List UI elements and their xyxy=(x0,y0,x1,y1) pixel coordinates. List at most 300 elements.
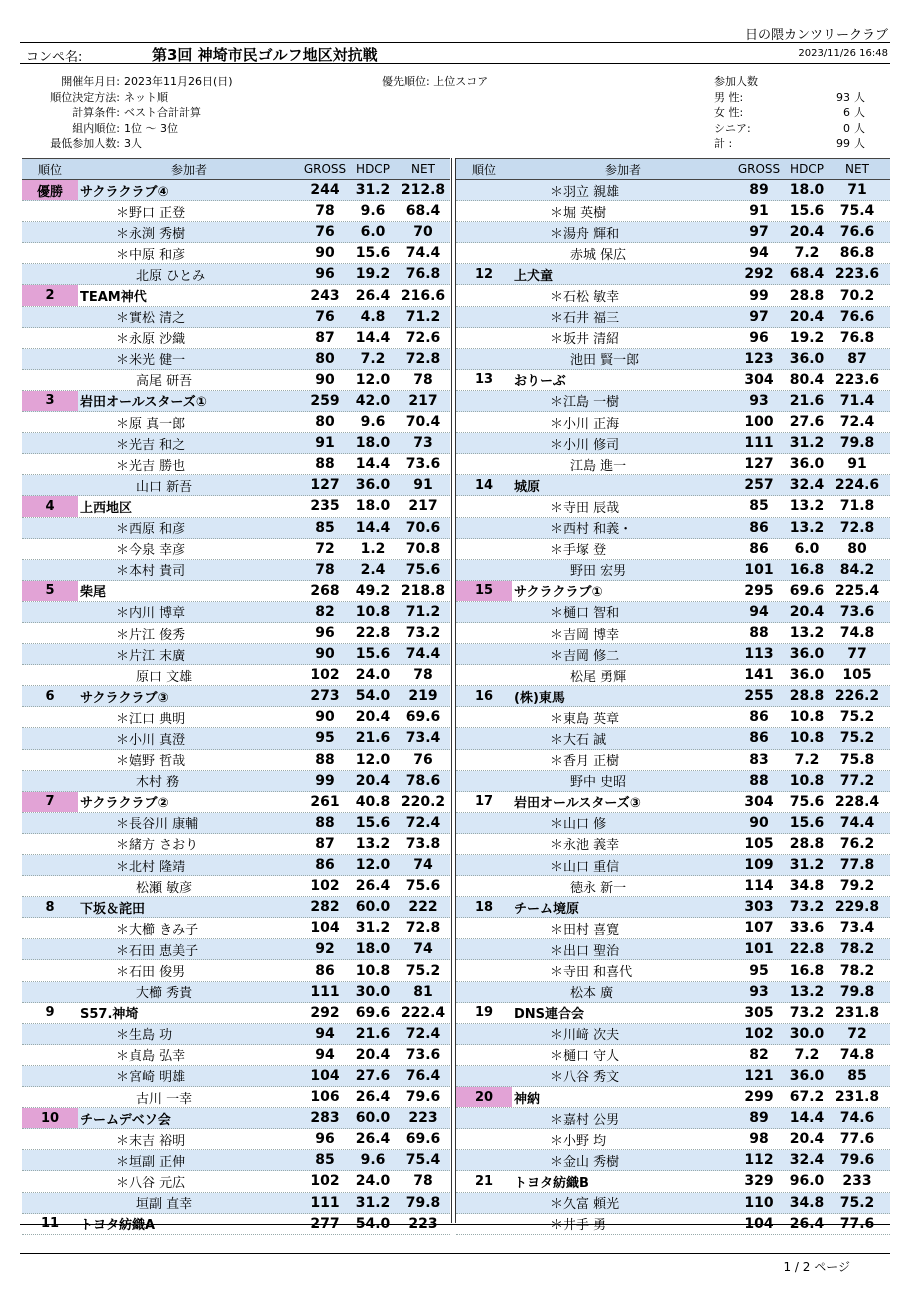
net-cell: 220.2 xyxy=(400,793,446,810)
player-name: ＊樋口 智和 xyxy=(550,606,620,622)
net-cell: 70.2 xyxy=(839,287,875,304)
team-name: S57.神埼 xyxy=(80,1007,139,1023)
player-name: ＊貞島 弘幸 xyxy=(116,1049,186,1065)
net-cell: 73.6 xyxy=(405,1046,441,1063)
gross-cell: 91 xyxy=(315,435,335,452)
net-cell: 233 xyxy=(842,1173,872,1190)
net-cell: 71.4 xyxy=(839,392,875,409)
hdcp-cell: 13.2 xyxy=(789,498,825,515)
gross-cell: 261 xyxy=(310,793,340,810)
player-row xyxy=(22,1193,450,1214)
player-row xyxy=(22,454,450,475)
player-row xyxy=(456,644,890,665)
hdcp-cell: 26.4 xyxy=(355,1131,391,1148)
rank-cell xyxy=(22,918,78,938)
team-name: 下坂＆詫田 xyxy=(80,901,146,917)
net-cell: 77.6 xyxy=(839,1131,875,1148)
player-row xyxy=(456,412,890,433)
gross-cell: 102 xyxy=(310,667,340,684)
net-cell: 73.4 xyxy=(839,920,875,937)
net-cell: 79.2 xyxy=(839,878,875,895)
hdcp-cell: 22.8 xyxy=(355,625,391,642)
rank-cell xyxy=(22,876,78,896)
hdcp-cell: 67.2 xyxy=(789,1089,825,1106)
player-row xyxy=(456,328,890,349)
player-name: ＊川﨑 次夫 xyxy=(550,1028,620,1044)
gross-cell: 76 xyxy=(315,308,335,325)
hdcp-cell: 21.6 xyxy=(355,1025,391,1042)
net-cell: 216.6 xyxy=(400,287,446,304)
net-cell: 71 xyxy=(847,182,867,199)
gross-cell: 105 xyxy=(744,835,774,852)
gross-cell: 111 xyxy=(310,1194,340,1211)
net-cell: 228.4 xyxy=(834,793,880,810)
hdcp-cell: 26.4 xyxy=(789,1215,825,1232)
gross-cell: 95 xyxy=(315,730,335,747)
rank-cell xyxy=(22,771,78,791)
gross-cell: 88 xyxy=(315,751,335,768)
player-name: 垣副 直幸 xyxy=(136,1197,193,1213)
net-cell: 72.4 xyxy=(405,1025,441,1042)
gross-cell: 292 xyxy=(744,266,774,283)
player-name: ＊山口 重信 xyxy=(550,859,620,875)
rank-cell xyxy=(456,560,512,580)
gross-cell: 88 xyxy=(749,625,769,642)
net-cell: 78.2 xyxy=(839,962,875,979)
rank-cell xyxy=(22,1171,78,1191)
team-name: サクラクラブ④ xyxy=(80,184,169,200)
count-value: 0 xyxy=(843,121,850,135)
player-name: ＊長谷川 康輔 xyxy=(116,817,199,833)
player-name: ＊生島 功 xyxy=(116,1028,173,1044)
hdcp-cell: 6.0 xyxy=(794,540,820,557)
net-cell: 73 xyxy=(413,435,433,452)
team-name: チームデベソ会 xyxy=(80,1112,171,1128)
table-header xyxy=(22,158,450,180)
gross-cell: 86 xyxy=(315,962,335,979)
gross-cell: 93 xyxy=(749,392,769,409)
rank-cell xyxy=(456,602,512,622)
net-cell: 79.8 xyxy=(839,983,875,1000)
net-cell: 75.6 xyxy=(405,878,441,895)
rank-cell xyxy=(456,644,512,664)
hdcp-cell: 10.8 xyxy=(355,603,391,620)
gross-cell: 127 xyxy=(310,477,340,494)
col-name: 参加者 xyxy=(604,162,641,177)
count-value: 6 xyxy=(843,106,850,119)
gross-cell: 141 xyxy=(744,667,774,684)
rank-cell xyxy=(22,518,78,538)
rank-cell xyxy=(22,728,78,748)
player-name: ＊小川 真澄 xyxy=(116,732,186,748)
player-name: ＊久富 頼光 xyxy=(550,1197,620,1213)
net-cell: 212.8 xyxy=(400,182,446,199)
player-row xyxy=(456,496,890,517)
hdcp-cell: 36.0 xyxy=(355,477,391,494)
count-unit: 人 xyxy=(854,106,865,119)
gross-cell: 86 xyxy=(749,540,769,557)
count-label: 女 性: xyxy=(714,106,744,119)
rank-cell xyxy=(456,201,512,221)
player-row xyxy=(456,960,890,981)
gross-cell: 127 xyxy=(744,456,774,473)
gross-cell: 257 xyxy=(744,477,774,494)
rank-cell xyxy=(456,960,512,980)
info-value: 3人 xyxy=(124,137,142,150)
player-name: ＊光吉 和之 xyxy=(116,437,186,453)
net-cell: 73.6 xyxy=(839,603,875,620)
net-cell: 79.6 xyxy=(839,1152,875,1169)
net-cell: 91 xyxy=(413,477,433,494)
rank-cell xyxy=(22,1087,78,1107)
rank-cell xyxy=(456,918,512,938)
hdcp-cell: 13.2 xyxy=(355,835,391,852)
team-name: (株)東馬 xyxy=(514,690,565,706)
player-name: 原口 文雄 xyxy=(136,669,193,685)
net-cell: 87 xyxy=(847,350,867,367)
hdcp-cell: 26.4 xyxy=(355,878,391,895)
player-name: ＊寺田 辰哉 xyxy=(550,500,620,516)
rank-cell xyxy=(456,496,512,516)
column-divider xyxy=(451,158,452,1223)
team-row xyxy=(22,897,450,918)
net-cell: 75.2 xyxy=(839,709,875,726)
hdcp-cell: 31.2 xyxy=(355,1194,391,1211)
player-row xyxy=(456,982,890,1003)
player-row xyxy=(22,602,450,623)
net-cell: 70.8 xyxy=(405,540,441,557)
player-name: ＊小川 正海 xyxy=(550,416,620,432)
gross-cell: 85 xyxy=(315,1152,335,1169)
player-name: 松尾 勇輝 xyxy=(570,669,627,685)
gross-cell: 92 xyxy=(315,941,335,958)
info-key: 最低参加人数: xyxy=(50,137,120,150)
player-row xyxy=(456,454,890,475)
player-row xyxy=(22,1066,450,1087)
rank-cell xyxy=(456,243,512,263)
player-name: ＊羽立 親雄 xyxy=(550,184,620,200)
rank-cell xyxy=(456,1045,512,1065)
gross-cell: 123 xyxy=(744,350,774,367)
player-row xyxy=(456,1045,890,1066)
rank-cell: 12 xyxy=(474,266,494,282)
hdcp-cell: 14.4 xyxy=(789,1110,825,1127)
gross-cell: 82 xyxy=(315,603,335,620)
hdcp-cell: 30.0 xyxy=(789,1025,825,1042)
gross-cell: 277 xyxy=(310,1215,340,1232)
net-cell: 75.4 xyxy=(405,1152,441,1169)
net-cell: 72.4 xyxy=(839,414,875,431)
gross-cell: 110 xyxy=(744,1194,774,1211)
player-row xyxy=(22,1045,450,1066)
hdcp-cell: 10.8 xyxy=(789,730,825,747)
player-name: ＊石松 敏幸 xyxy=(550,290,620,306)
hdcp-cell: 14.4 xyxy=(355,519,391,536)
net-cell: 231.8 xyxy=(834,1089,880,1106)
gross-cell: 88 xyxy=(749,772,769,789)
player-name: ＊内川 博章 xyxy=(116,606,186,622)
hdcp-cell: 24.0 xyxy=(355,1173,391,1190)
rank-cell xyxy=(22,370,78,390)
rank-cell xyxy=(22,412,78,432)
player-row xyxy=(22,433,450,454)
rank-cell xyxy=(456,623,512,643)
player-name: ＊石井 福三 xyxy=(550,311,620,327)
page-title: 第3回 神埼市民ゴルフ地区対抗戦 xyxy=(152,46,378,64)
player-row xyxy=(22,201,450,222)
net-cell: 85 xyxy=(847,1067,867,1084)
player-row xyxy=(22,644,450,665)
player-row xyxy=(22,855,450,876)
rank-cell xyxy=(22,1045,78,1065)
player-row xyxy=(456,1024,890,1045)
gross-cell: 90 xyxy=(315,371,335,388)
net-cell: 223.6 xyxy=(834,266,880,283)
player-name: ＊末吉 裕明 xyxy=(116,1133,186,1149)
hdcp-cell: 28.8 xyxy=(789,688,825,705)
player-name: 高尾 研吾 xyxy=(136,374,193,390)
count-label: 計 : xyxy=(714,137,733,150)
info-value: 2023年11月26日(日) xyxy=(124,75,233,88)
hdcp-cell: 12.0 xyxy=(355,857,391,874)
team-row xyxy=(22,285,450,306)
info-value: ネット順 xyxy=(124,90,168,104)
gross-cell: 82 xyxy=(749,1046,769,1063)
team-row xyxy=(456,581,890,602)
rank-cell xyxy=(456,707,512,727)
player-name: 野田 宏男 xyxy=(570,564,627,580)
rank-cell: 4 xyxy=(22,496,78,516)
rank-cell: 21 xyxy=(474,1173,494,1189)
net-cell: 217 xyxy=(408,392,438,409)
player-name: 山口 新吾 xyxy=(136,479,193,495)
player-row xyxy=(456,602,890,623)
rank-cell xyxy=(22,644,78,664)
participants-title: 参加人数 xyxy=(714,75,758,88)
player-name: ＊寺田 和喜代 xyxy=(550,965,633,981)
rank-cell xyxy=(456,1150,512,1170)
col-name: 参加者 xyxy=(170,162,207,177)
player-row xyxy=(22,370,450,391)
net-cell: 73.4 xyxy=(405,730,441,747)
net-cell: 76.6 xyxy=(839,224,875,241)
gross-cell: 90 xyxy=(315,245,335,262)
net-cell: 72.8 xyxy=(839,519,875,536)
player-name: ＊手塚 登 xyxy=(550,543,607,559)
hdcp-cell: 7.2 xyxy=(794,1046,820,1063)
net-cell: 70 xyxy=(413,224,433,241)
hdcp-cell: 12.0 xyxy=(355,371,391,388)
player-row xyxy=(22,560,450,581)
net-cell: 75.2 xyxy=(839,730,875,747)
player-row xyxy=(22,518,450,539)
net-cell: 77 xyxy=(847,646,867,663)
net-cell: 76.4 xyxy=(405,1067,441,1084)
player-row xyxy=(456,391,890,412)
hdcp-cell: 73.2 xyxy=(789,1004,825,1021)
player-row xyxy=(456,665,890,686)
rank-cell xyxy=(456,855,512,875)
rank-cell xyxy=(456,1066,512,1086)
team-name: TEAM神代 xyxy=(80,290,147,306)
hdcp-cell: 19.2 xyxy=(355,266,391,283)
hdcp-cell: 14.4 xyxy=(355,456,391,473)
team-name: 岩田オールスターズ③ xyxy=(514,796,641,812)
gross-cell: 295 xyxy=(744,582,774,599)
count-unit: 人 xyxy=(854,90,865,104)
net-cell: 78 xyxy=(413,1173,433,1190)
hdcp-cell: 20.4 xyxy=(789,308,825,325)
player-row xyxy=(456,222,890,243)
net-cell: 75.4 xyxy=(839,203,875,220)
team-row xyxy=(456,1003,890,1024)
net-cell: 79.8 xyxy=(839,435,875,452)
player-name: ＊小川 修司 xyxy=(550,437,620,453)
net-cell: 70.4 xyxy=(405,414,441,431)
player-row xyxy=(22,243,450,264)
gross-cell: 113 xyxy=(744,646,774,663)
net-cell: 73.2 xyxy=(405,625,441,642)
player-row xyxy=(22,1150,450,1171)
hdcp-cell: 18.0 xyxy=(355,498,391,515)
team-row xyxy=(456,686,890,707)
gross-cell: 303 xyxy=(744,899,774,916)
net-cell: 78.6 xyxy=(405,772,441,789)
player-name: ＊小野 均 xyxy=(550,1133,607,1149)
gross-cell: 104 xyxy=(310,920,340,937)
rank-cell xyxy=(456,665,512,685)
rank-cell xyxy=(22,1024,78,1044)
hdcp-cell: 14.4 xyxy=(355,329,391,346)
team-name: サクラクラブ③ xyxy=(80,690,169,706)
gross-cell: 259 xyxy=(310,392,340,409)
player-name: ＊嘉村 公男 xyxy=(550,1112,620,1128)
col-hdcp: HDCP xyxy=(356,162,390,176)
count-value: 99 xyxy=(836,137,850,150)
player-row xyxy=(456,349,890,370)
player-name: ＊江口 典明 xyxy=(116,711,186,727)
player-row xyxy=(22,982,450,1003)
hdcp-cell: 13.2 xyxy=(789,983,825,1000)
hdcp-cell: 31.2 xyxy=(355,920,391,937)
player-row xyxy=(456,623,890,644)
rank-cell xyxy=(456,328,512,348)
club-name: 日の隈カンツリークラブ xyxy=(744,28,888,43)
rank-cell: 10 xyxy=(22,1108,78,1128)
priority-info: 優先順位: 上位スコア xyxy=(382,75,489,88)
rank-cell xyxy=(22,454,78,474)
rank-cell xyxy=(22,560,78,580)
hdcp-cell: 7.2 xyxy=(794,245,820,262)
hdcp-cell: 69.6 xyxy=(355,1004,391,1021)
team-row xyxy=(22,792,450,813)
col-rank: 順位 xyxy=(471,162,496,177)
net-cell: 231.8 xyxy=(834,1004,880,1021)
player-name: ＊垣副 正伸 xyxy=(116,1154,186,1170)
player-name: 徳永 新一 xyxy=(570,880,627,896)
gross-cell: 101 xyxy=(744,941,774,958)
gross-cell: 87 xyxy=(315,835,335,852)
player-row xyxy=(22,623,450,644)
team-name: 岩田オールスターズ① xyxy=(80,395,207,411)
player-name: ＊井手 勇 xyxy=(550,1218,607,1234)
gross-cell: 235 xyxy=(310,498,340,515)
rank-cell: 11 xyxy=(40,1216,60,1232)
hdcp-cell: 6.0 xyxy=(360,224,386,241)
hdcp-cell: 31.2 xyxy=(789,435,825,452)
team-row xyxy=(22,581,450,602)
hdcp-cell: 9.6 xyxy=(360,414,386,431)
team-row xyxy=(22,391,450,412)
count-label: 男 性: xyxy=(714,90,744,104)
hdcp-cell: 54.0 xyxy=(355,1215,391,1232)
team-name: サクラクラブ① xyxy=(514,585,603,601)
team-name: 城原 xyxy=(514,479,541,495)
hdcp-cell: 13.2 xyxy=(789,625,825,642)
team-row xyxy=(22,496,450,517)
info-key: 順位決定方法: xyxy=(50,90,120,104)
team-row xyxy=(456,475,890,496)
gross-cell: 93 xyxy=(749,983,769,1000)
player-row xyxy=(456,243,890,264)
hdcp-cell: 20.4 xyxy=(355,1046,391,1063)
footer-bar xyxy=(20,1224,890,1254)
hdcp-cell: 30.0 xyxy=(355,983,391,1000)
net-cell: 70.6 xyxy=(405,519,441,536)
hdcp-cell: 16.8 xyxy=(789,962,825,979)
gross-cell: 96 xyxy=(315,266,335,283)
hdcp-cell: 18.0 xyxy=(355,435,391,452)
gross-cell: 104 xyxy=(744,1215,774,1232)
rank-cell xyxy=(22,264,78,284)
player-name: ＊大櫛 きみ子 xyxy=(116,922,199,938)
rank-cell xyxy=(456,1129,512,1149)
player-row xyxy=(22,939,450,960)
rank-cell: 17 xyxy=(474,794,494,810)
net-cell: 75.2 xyxy=(405,962,441,979)
net-cell: 72.4 xyxy=(405,814,441,831)
gross-cell: 114 xyxy=(744,878,774,895)
player-name: ＊八谷 元広 xyxy=(116,1175,186,1191)
hdcp-cell: 31.2 xyxy=(789,857,825,874)
gross-cell: 89 xyxy=(749,182,769,199)
player-row xyxy=(22,665,450,686)
hdcp-cell: 2.4 xyxy=(360,561,386,578)
hdcp-cell: 1.2 xyxy=(360,540,386,557)
hdcp-cell: 10.8 xyxy=(789,772,825,789)
player-row xyxy=(456,813,890,834)
team-name: 柴尾 xyxy=(80,585,107,601)
team-name: DNS連合会 xyxy=(514,1007,585,1023)
info-value: 1位 ～ 3位 xyxy=(124,121,178,135)
rank-cell xyxy=(22,475,78,495)
rank-cell xyxy=(22,243,78,263)
rank-cell xyxy=(22,665,78,685)
net-cell: 224.6 xyxy=(834,477,880,494)
rank-cell: 5 xyxy=(22,581,78,601)
player-name: ＊大石 誠 xyxy=(550,732,607,748)
net-cell: 225.4 xyxy=(834,582,880,599)
hdcp-cell: 15.6 xyxy=(789,203,825,220)
player-name: ＊今泉 幸彦 xyxy=(116,543,186,559)
player-row xyxy=(456,1129,890,1150)
player-name: 赤城 保広 xyxy=(570,247,627,263)
hdcp-cell: 32.4 xyxy=(789,477,825,494)
rank-cell: 19 xyxy=(474,1005,494,1021)
player-name: ＊出口 聖治 xyxy=(550,943,620,959)
rank-cell xyxy=(456,813,512,833)
gross-cell: 100 xyxy=(744,414,774,431)
